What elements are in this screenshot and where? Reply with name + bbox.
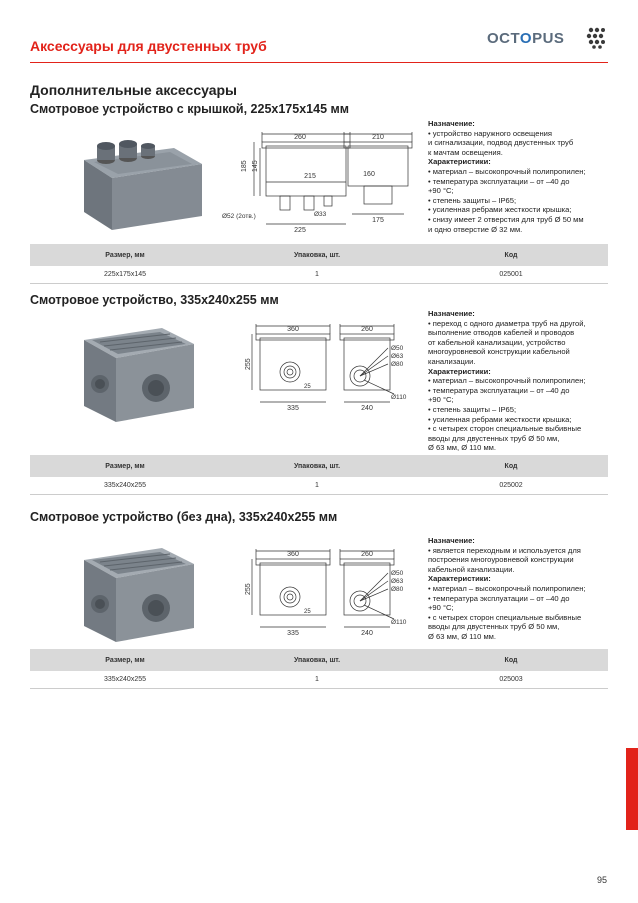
dim-inner-2: 160 bbox=[363, 171, 375, 178]
dim-base-2: 240 bbox=[361, 630, 373, 637]
dim-d110: Ø110 bbox=[391, 394, 407, 401]
dim-d80: Ø80 bbox=[391, 361, 404, 368]
cell-size: 335x240x255 bbox=[103, 482, 147, 489]
desc-line: • материал – высокопрочный полипропилен; bbox=[428, 583, 586, 593]
col-pack-header: Упаковка, шт. bbox=[293, 462, 341, 470]
cell-size: 225x175x145 bbox=[103, 271, 147, 278]
desc-line: • является переходным и используется для bbox=[428, 545, 581, 555]
desc-line: к мачтам освещения. bbox=[428, 147, 503, 157]
dim-hole-52: Ø52 (2отв.) bbox=[222, 213, 256, 220]
desc-line: Характеристики: bbox=[428, 157, 491, 167]
table-row bbox=[30, 671, 608, 689]
octopus-logo bbox=[487, 30, 564, 47]
product-2-title: Смотровое устройство, 335x240x255 мм bbox=[30, 293, 279, 307]
dim-d50: Ø50 bbox=[391, 570, 404, 577]
desc-line: канализации. bbox=[428, 356, 476, 366]
product-2-photo bbox=[70, 322, 200, 426]
desc-line: +90 °С; bbox=[428, 395, 454, 405]
cell-pack: 1 bbox=[315, 676, 319, 683]
product-1-title: Смотровое устройство с крышкой, 225x175x145 мм bbox=[30, 102, 349, 116]
dim-base-2: 240 bbox=[361, 405, 373, 412]
dim-width-1: 360 bbox=[287, 326, 299, 333]
dim-base-2: 175 bbox=[372, 217, 384, 224]
logo-text-a: OCT bbox=[487, 30, 520, 47]
col-pack-header: Упаковка, шт. bbox=[293, 656, 341, 664]
col-size-header: Размер, мм bbox=[105, 251, 145, 259]
product-2-description bbox=[428, 309, 613, 453]
desc-line: Назначение: bbox=[428, 309, 475, 318]
product-3-table bbox=[30, 649, 608, 689]
logo-text-b: PUS bbox=[532, 30, 565, 47]
desc-line: и сигнализации, подвод двустенных труб bbox=[428, 138, 574, 148]
dim-height-1: 255 bbox=[245, 583, 252, 595]
desc-line: Характеристики: bbox=[428, 366, 491, 376]
desc-line: • материал – высокопрочный полипропилен; bbox=[428, 376, 586, 386]
table-header bbox=[30, 649, 608, 671]
logo-dots-icon bbox=[585, 26, 607, 50]
cell-code: 025003 bbox=[499, 676, 523, 683]
dim-width-2: 210 bbox=[372, 134, 384, 141]
dim-hole-33: Ø33 bbox=[314, 211, 327, 218]
dim-width-2: 260 bbox=[361, 551, 373, 558]
desc-line: Ø 63 мм, Ø 110 мм. bbox=[428, 443, 497, 453]
desc-line: вводы для двустенных труб Ø 50 мм, bbox=[428, 622, 560, 632]
desc-line: кабельной канализации. bbox=[428, 564, 515, 574]
table-row bbox=[30, 477, 608, 495]
desc-line: +90 °С; bbox=[428, 603, 454, 613]
dim-height-1: 255 bbox=[245, 358, 252, 370]
logo-text-o: O bbox=[519, 30, 533, 47]
dim-height-1: 185 bbox=[241, 160, 248, 172]
desc-line: • температура эксплуатации – от –40 до bbox=[428, 385, 570, 395]
dim-width-2: 260 bbox=[361, 326, 373, 333]
dim-base-1: 225 bbox=[294, 227, 306, 234]
product-3-photo bbox=[70, 542, 200, 646]
dim-d50: Ø50 bbox=[391, 345, 404, 352]
desc-line: многоуровневой конструкции кабельной bbox=[428, 347, 570, 357]
desc-line: • с четырех сторон специальные выбивные bbox=[428, 424, 582, 434]
desc-line: Ø 63 мм, Ø 110 мм. bbox=[428, 631, 497, 641]
dim-d63: Ø63 bbox=[391, 353, 404, 360]
product-3-title: Смотровое устройство (без дна), 335x240x255 мм bbox=[30, 510, 338, 524]
col-code-header: Код bbox=[504, 462, 518, 470]
cell-code: 025002 bbox=[499, 482, 523, 489]
header-divider bbox=[30, 62, 608, 63]
col-code-header: Код bbox=[504, 251, 518, 259]
col-code-header: Код bbox=[504, 656, 518, 664]
dim-d80: Ø80 bbox=[391, 586, 404, 593]
desc-line: от кабельной канализации, устройство bbox=[428, 337, 566, 347]
col-size-header: Размер, мм bbox=[105, 656, 145, 664]
desc-line: • переход с одного диаметра труб на другой, bbox=[428, 318, 586, 328]
cell-pack: 1 bbox=[315, 271, 319, 278]
dim-width-1: 360 bbox=[287, 551, 299, 558]
col-pack-header: Упаковка, шт. bbox=[293, 251, 341, 259]
page-number: 95 bbox=[597, 875, 608, 885]
desc-line: • степень защиты – IP65; bbox=[428, 404, 517, 414]
product-3-drawing bbox=[245, 545, 418, 637]
product-2-table bbox=[30, 455, 608, 495]
dim-base-1: 335 bbox=[287, 630, 299, 637]
desc-line: • материал – высокопрочный полипропилен; bbox=[428, 166, 586, 176]
cell-size: 335x240x255 bbox=[103, 676, 147, 683]
desc-line: Назначение: bbox=[428, 119, 475, 128]
dim-height-2: 145 bbox=[252, 160, 259, 172]
section-title: Дополнительные аксессуары bbox=[30, 82, 238, 98]
section-tab-marker bbox=[626, 748, 638, 830]
dim-base-1: 335 bbox=[287, 405, 299, 412]
desc-line: • с четырех сторон специальные выбивные bbox=[428, 612, 582, 622]
desc-line: • степень защиты – IP65; bbox=[428, 195, 517, 205]
desc-line: построения многоуровневой конструкции bbox=[428, 555, 574, 565]
desc-line: Характеристики: bbox=[428, 574, 491, 584]
desc-line: • температура эксплуатации – от –40 до bbox=[428, 176, 570, 186]
header-title: Аксессуары для двустенных труб bbox=[30, 38, 267, 54]
table-header bbox=[30, 455, 608, 477]
dim-width-1: 260 bbox=[294, 134, 306, 141]
col-size-header: Размер, мм bbox=[105, 462, 145, 470]
desc-line: • усиленная ребрами жесткости крышка; bbox=[428, 205, 572, 215]
product-1-photo bbox=[64, 140, 206, 234]
dim-d110: Ø110 bbox=[391, 619, 407, 626]
dim-inner-1: 215 bbox=[304, 173, 316, 180]
desc-line: выполнение отводов кабелей и проводов bbox=[428, 328, 575, 338]
product-1-table bbox=[30, 244, 608, 284]
cell-code: 025001 bbox=[499, 271, 523, 278]
desc-line: • усиленная ребрами жесткости крышка; bbox=[428, 414, 572, 424]
product-3-description bbox=[428, 536, 613, 642]
desc-line: +90 °С; bbox=[428, 186, 454, 196]
desc-line: Назначение: bbox=[428, 536, 475, 545]
page-header bbox=[0, 0, 638, 60]
product-2-drawing bbox=[245, 320, 418, 412]
dim-d63: Ø63 bbox=[391, 578, 404, 585]
cell-pack: 1 bbox=[315, 482, 319, 489]
desc-line: • устройство наружного освещения bbox=[428, 128, 552, 138]
dim-small: 25 bbox=[304, 609, 311, 615]
desc-line: • температура эксплуатации – от –40 до bbox=[428, 593, 570, 603]
dim-small: 25 bbox=[304, 384, 311, 390]
desc-line: вводы для двустенных труб Ø 50 мм, bbox=[428, 433, 560, 443]
product-1-description bbox=[428, 119, 613, 234]
desc-line: и одно отверстие Ø 32 мм. bbox=[428, 224, 523, 234]
product-1-drawing bbox=[218, 128, 418, 236]
table-row bbox=[30, 266, 608, 284]
table-header bbox=[30, 244, 608, 266]
desc-line: • снизу имеет 2 отверстия для труб Ø 50 мм bbox=[428, 214, 584, 224]
